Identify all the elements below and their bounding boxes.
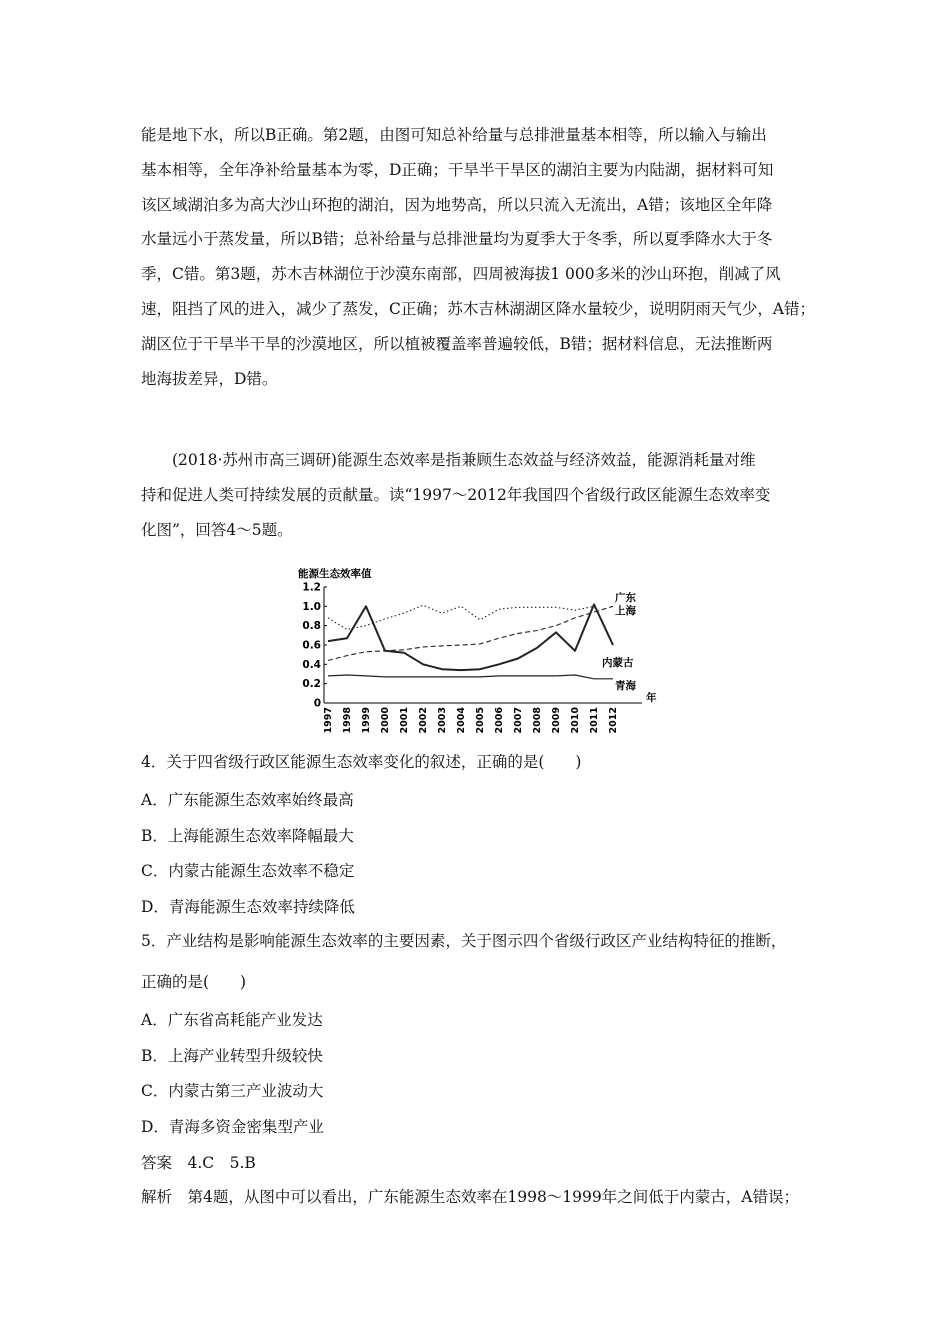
x-tick-label: 2008 bbox=[532, 707, 543, 734]
question-4-option-b: B．上海能源生态效率降幅最大 bbox=[141, 827, 354, 845]
paragraph-line: (2018·苏州市高三调研)能源生态效率是指兼顾生态效益与经济效益，能源消耗量对维 bbox=[141, 451, 756, 469]
answer-line: 答案 4.C 5.B bbox=[141, 1154, 256, 1172]
question-intro-paragraph bbox=[141, 443, 821, 547]
x-tick-label: 1999 bbox=[361, 707, 372, 734]
series-line-qinghai bbox=[328, 675, 613, 679]
energy-efficiency-chart bbox=[290, 563, 670, 735]
paragraph-line: 基本相等，全年净补给量基本为零，D正确；干旱半干旱区的湖泊主要为内陆湖，据材料可知 bbox=[141, 160, 774, 179]
paragraph-line: 能是地下水，所以B正确。第2题，由图可知总补给量与总排泄量基本相等，所以输入与输出 bbox=[141, 126, 767, 144]
x-tick-group bbox=[323, 707, 619, 734]
question-5-stem-line2: 正确的是( ) bbox=[141, 973, 247, 991]
y-tick-group bbox=[302, 581, 327, 709]
x-axis-unit: 年 bbox=[646, 692, 657, 704]
series-group bbox=[328, 604, 613, 678]
y-tick-label: 0 bbox=[313, 697, 321, 710]
paragraph-line: 湖区位于干旱半干旱的沙漠地区，所以植被覆盖率普遍较低，B错；据材料信息，无法推断两 bbox=[141, 334, 773, 353]
series-label-neimenggu: 内蒙古 bbox=[602, 657, 634, 669]
paragraph-line: 速，阻挡了风的进入，减少了蒸发，C正确；苏木吉林湖湖区降水量较少，说明阴雨天气少，A错； bbox=[141, 299, 816, 318]
paragraph-line: 化图”，回答4～5题。 bbox=[141, 520, 293, 539]
x-tick-label: 2005 bbox=[475, 707, 486, 734]
y-tick-label: 1.2 bbox=[302, 581, 321, 594]
x-tick-label: 2001 bbox=[399, 707, 410, 734]
x-tick-label: 2006 bbox=[494, 707, 505, 734]
y-tick-label: 0.4 bbox=[302, 658, 321, 671]
question-5-option-a: A．广东省高耗能产业发达 bbox=[141, 1011, 323, 1029]
series-label-shanghai: 上海 bbox=[615, 605, 636, 617]
series-line-neimenggu bbox=[328, 604, 613, 670]
question-5-option-d: D．青海多资金密集型产业 bbox=[141, 1118, 324, 1136]
x-tick-label: 2004 bbox=[456, 707, 467, 734]
x-tick-label: 2012 bbox=[608, 707, 619, 734]
question-5-option-c: C．内蒙古第三产业波动大 bbox=[141, 1082, 324, 1100]
paragraph-line: 季，C错。第3题，苏木吉林湖位于沙漠东南部，四周被海拔1 000多米的沙山环抱，削减了风 bbox=[141, 265, 781, 284]
x-tick-label: 2000 bbox=[380, 707, 391, 734]
x-tick-label: 1997 bbox=[323, 707, 334, 734]
x-tick-label: 2003 bbox=[437, 707, 448, 734]
paragraph-line: 水量远小于蒸发量，所以B错；总补给量与总排泄量均为夏季大于冬季，所以夏季降水大于冬 bbox=[141, 230, 773, 249]
x-tick-label: 1998 bbox=[342, 707, 353, 734]
question-4-stem: 4．关于四省级行政区能源生态效率变化的叙述，正确的是( ) bbox=[141, 753, 582, 771]
y-tick-label: 0.8 bbox=[302, 620, 321, 633]
series-line-shanghai bbox=[328, 606, 613, 660]
y-tick-label: 0.6 bbox=[302, 639, 321, 652]
y-tick-label: 0.2 bbox=[302, 678, 321, 691]
analysis-line: 解析 第4题，从图中可以看出，广东能源生态效率在1998～1999年之间低于内蒙古，A错误； bbox=[141, 1188, 799, 1206]
explanation-paragraph bbox=[141, 118, 821, 396]
paragraph-line: 持和促进人类可持续发展的贡献量。读“1997～2012年我国四个省级行政区能源生态效率变 bbox=[141, 485, 771, 504]
y-axis-label: 能源生态效率值 bbox=[298, 568, 372, 580]
question-4-option-d: D．青海能源生态效率持续降低 bbox=[141, 898, 355, 916]
x-tick-label: 2009 bbox=[551, 707, 562, 734]
paragraph-line: 该区域湖泊多为高大沙山环抱的湖泊，因为地势高，所以只流入无流出，A错；该地区全年降 bbox=[141, 195, 773, 214]
question-4-option-c: C．内蒙古能源生态效率不稳定 bbox=[141, 862, 355, 880]
paragraph-line: 地海拔差异，D错。 bbox=[141, 369, 278, 388]
x-tick-label: 2011 bbox=[589, 707, 600, 734]
question-5-stem-line1: 5．产业结构是影响能源生态效率的主要因素，关于图示四个省级行政区产业结构特征的推断， bbox=[141, 932, 787, 950]
question-4-option-a: A．广东能源生态效率始终最高 bbox=[141, 791, 354, 809]
x-tick-label: 2002 bbox=[418, 707, 429, 734]
series-label-guangdong: 广东 bbox=[615, 592, 636, 604]
y-tick-label: 1.0 bbox=[302, 600, 321, 613]
question-5-option-b: B．上海产业转型升级较快 bbox=[141, 1047, 323, 1065]
x-tick-label: 2007 bbox=[513, 707, 524, 734]
x-tick-label: 2010 bbox=[570, 707, 581, 734]
series-label-qinghai: 青海 bbox=[615, 680, 636, 692]
